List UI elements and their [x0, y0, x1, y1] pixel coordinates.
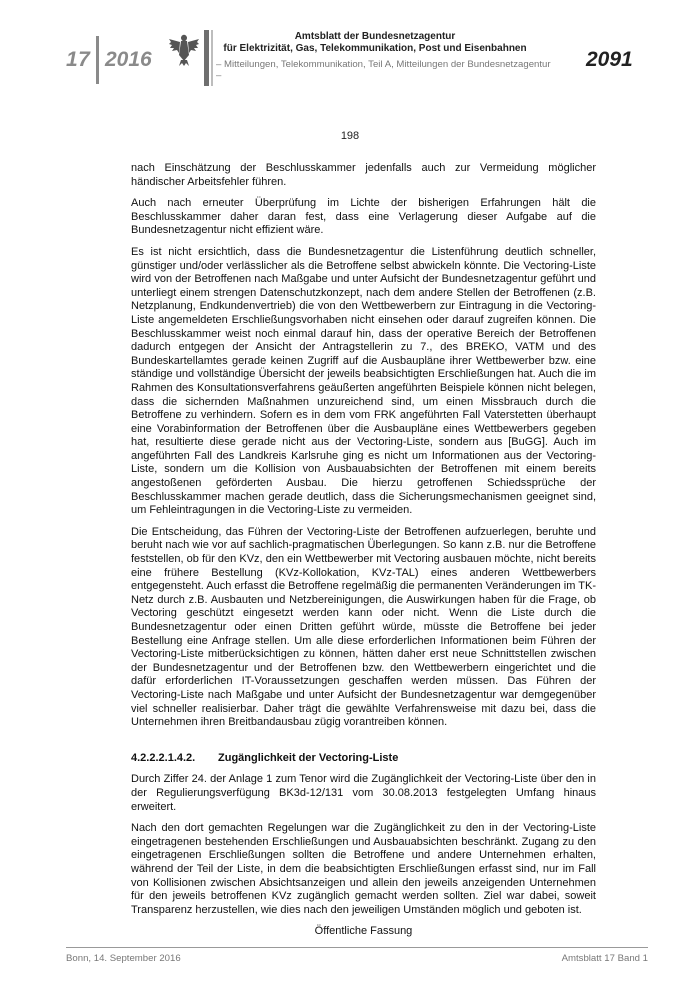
emblem-bar-secondary — [211, 30, 213, 86]
publisher-scope: für Elektrizität, Gas, Telekommunikation, Post und Eisenbahnen — [223, 43, 527, 54]
footer-volume: Amtsblatt 17 Band 1 — [561, 953, 648, 964]
inner-page-number: 198 — [340, 130, 360, 142]
section-title: Zugänglichkeit der Vectoring-Liste — [218, 751, 399, 764]
body-paragraph: Auch nach erneuter Überprüfung im Lichte der bisherigen Erfahrungen hält die Beschlusskammer daher daran fest, dass eine Verlagerung dieser Aufgabe auf die Bundesnetzagentur nicht effizient wäre. — [131, 197, 596, 237]
issue-separator — [96, 36, 99, 84]
body-paragraph: nach Einschätzung der Beschlusskammer jedenfalls auch zur Vermeidung möglicher händischer Arbeitsfehler führen. — [131, 162, 596, 188]
publisher-name: Amtsblatt der Bundesnetzagentur — [294, 31, 456, 42]
publication-subtitle: – Mitteilungen, Telekommunikation, Teil A, Mitteilungen der Bundesnetzagentur – — [216, 59, 551, 81]
footer-divider — [66, 947, 648, 948]
emblem-bar — [204, 30, 209, 86]
page-number: 2091 — [586, 48, 633, 71]
issue-number: 17 — [66, 48, 91, 71]
section-paragraph: Durch Ziffer 24. der Anlage 1 zum Tenor wird die Zugänglichkeit der Vectoring-Liste über den in der Regulierungsverfügung BK3d-12/131 vom 30.08.2013 festgelegten Umfang hinaus erweitert. — [131, 773, 596, 813]
section-paragraph: Nach den dort gemachten Regelungen war die Zugänglichkeit zu den in der Vectoring-Liste eingetragenen bestehenden Erschließungen und Ausbauabsichten beschränkt. Zugang zu den eingetragenen Erschließungen sollten die Betroffene und andere Unternehmen erhalten, während der Teil der Liste, in dem die beabsichtigten Erschließungen erfasst sind, nur im Fall von Kollisionen zwischen Absichtsanzeigen und allein den jeweils anzeigenden Unternehmen für den jeweils betroffenen KVz zugänglich gemacht werden sollten. Ziel war dabei, soweit Transparenz herzustellen, wie dies nach den jeweiligen Umständen möglich und geboten ist. — [131, 822, 596, 916]
section-heading — [131, 752, 596, 766]
issue-year: 2016 — [105, 48, 152, 71]
public-version-label: Öffentliche Fassung — [314, 925, 413, 938]
federal-eagle-icon — [168, 33, 200, 67]
section-number: 4.2.2.2.1.4.2. — [131, 751, 196, 764]
document-body — [131, 162, 596, 939]
footer-date: Bonn, 14. September 2016 — [66, 953, 181, 964]
body-paragraph: Es ist nicht ersichtlich, dass die Bundesnetzagentur die Listenführung deutlich schneller, günstiger und/oder verlässlicher als die Betroffene selbst abwickeln könnte. Die Vectoring-Liste wird von der Betroffenen nach Maßgabe und unter Aufsicht der Bundesnetzagentur geführt und unterliegt einem strengen Datenschutzkonzept, nach dem andere Stellen der Betroffenen (z.B. Netzplanung, Endkundenvertrieb) die von den Wettbewerbern zur Eintragung in die Vectoring-Liste angemeldeten Erschließungsvorhaben nicht einsehen oder darauf zugreifen können. Die Beschlusskammer weist noch einmal darauf hin, dass der operative Bereich der Betroffenen dadurch entgegen der Ansicht der Antragstellerin zu 7., des BREKO, VATM und des Bundeskartellamtes gerade keinen Zugriff auf die Ausbaupläne ihrer Wettbewerber bzw. eine ständige und vollständige Übersicht der jeweils beabsichtigten Erschließungen hat. Auch die im Rahmen des Konsultationsverfahrens geäußerten angeführten Beispiele können nicht belegen, dass die sichernden Maßnahmen unzureichend sind, um einen Missbrauch durch die Betroffene zu verhindern. Sofern es in dem vom FRK angeführten Fall Vaterstetten überhaupt eine Vorabinformation der Betroffenen über die Ausbaupläne eines Wettbewerbers gegeben hat, resultierte diese gerade nicht aus der Vectoring-Liste, sondern aus [BuGG]. Auch im angeführten Fall des Landkreis Karlsruhe ging es nicht um Informationen aus der Vectoring-Liste, sondern um die Kollision von Ausbauabsichten der Betroffenen mit einem bereits angestoßenen geförderten Ausbau. Die hierzu getroffenen Schiedssprüche der Beschlusskammer machen gerade deutlich, dass die Sicherungsmechanismen geeignet sind, um Fehleintragungen in die Vectoring-Liste zu vermeiden. — [131, 245, 596, 517]
body-paragraph: Die Entscheidung, das Führen der Vectoring-Liste der Betroffenen aufzuerlegen, beruhte und beruht nach wie vor auf sachlich-pragmatischen Überlegungen. So kann z.B. nur die Betroffene feststellen, ob für den KVz, den ein Wettbewerber mit Vectoring ausbauen möchte, nicht bereits eine frühere Bestellung (KVz-Kollokation, KVz-TAL) eines anderen Wettbewerbers entgegensteht. Auch erfasst die Betroffene regelmäßig die permanenten Veränderungen im TK-Netz durch z.B. Ausbauten und Netzbereinigungen, die Auswirkungen haben für die Frage, ob Vectoring geschützt eingesetzt werden kann oder nicht. Wenn die Liste durch die Bundesnetzagentur oder einen Dritten geführt würde, müsste die Betroffene bei jeder Bestellung eine Anfrage stellen. Um alle diese erforderlichen Informationen beim Führen der Vectoring-Liste mitberücksichtigen zu können, hätten daher erst neue Schnittstellen zwischen der Bundesnetzagentur und der Betroffenen bzw. den Wettbewerbern eingerichtet und die dafür erforderlichen IT-Voraussetzungen geschaffen werden müssen. Das Führen der Vectoring-Liste nach Maßgabe und unter Aufsicht der Bundesnetzagentur war demgegenüber viel schneller realisierbar. Daher trägt die gewählte Verfahrensweise mit dazu bei, dass die Unternehmen ihren Breitbandausbau zügig vorantreiben können. — [131, 525, 596, 729]
page-header — [0, 0, 700, 90]
